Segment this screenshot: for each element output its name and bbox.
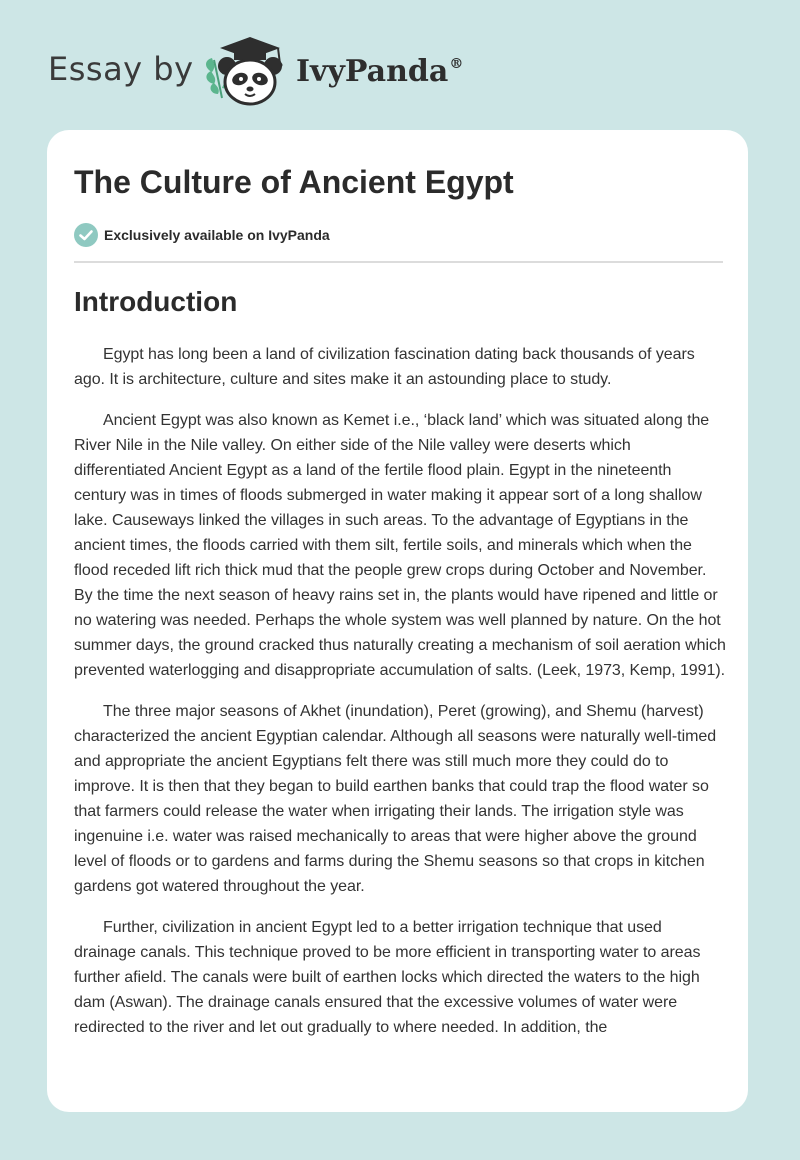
exclusive-badge [74,223,330,247]
registered-mark: ® [449,56,464,72]
essay-card [47,130,748,1112]
essay-body [74,342,726,1056]
paragraph: Further, civilization in ancient Egypt led to a better irrigation technique that used drainage canals. This technique proved to be more efficient in transporting water to areas further afield. The canals were built of earthen locks which directed the waters to the high dam (Aswan). The drainage canals ensured that the excessive volumes of water were redirected to the river and let out gradually to where needed. In addition, the [74,919,701,1036]
brand-name[interactable] [296,54,463,89]
exclusive-badge-text: Exclusively available on IvyPanda [104,227,330,243]
panda-graduate-icon[interactable] [200,34,290,110]
paragraph: The three major seasons of Akhet (inundation), Peret (growing), and Shemu (harvest) characterized the ancient Egyptian calendar. Although all seasons were naturally well-timed and appropriate the ancient Egyptians felt there was still much more they could do to improve. It is then that they began to build earthen banks that could trap the flood water so that farmers could release the water when irrigating their lands. The irrigation style was ingenuine i.e. water was raised mechanically to areas that were higher above the ground level of floods or to gardens and farms during the Shemu seasons so that crops in kitchen gardens got watered throughout the year. [74,703,717,895]
check-circle-icon [74,223,98,247]
title-divider [74,261,723,263]
site-header [0,0,800,128]
paragraph: Egypt has long been a land of civilization fascination dating back thousands of years ago. It is architecture, culture and sites make it an astounding place to study. [74,346,695,388]
brand-name-text: IvyPanda [296,54,449,89]
paragraph: Ancient Egypt was also known as Kemet i.e., ‘black land’ which was situated along the River Nile in the Nile valley. On either side of the Nile valley were deserts which differentiated Ancient Egypt as a land of the fertile flood plain. Egypt in the nineteenth century was in times of floods submerged in water making it appear sort of a long shallow lake. Causeways linked the villages in such areas. To the advantage of Egyptians in the ancient times, the floods carried with them silt, fertile soils, and minerals which when the flood receded lift rich thick mud that the people grew crops during October and November. By the time the next season of heavy rains set in, the plants would have ripened and little or no watering was needed. Perhaps the whole system was well planned by nature. On the hot summer days, the ground cracked thus naturally creating a mechanism of soil aeration which prevented waterlogging and disappropriate accumulation of salts. (Leek, 1973, Kemp, 1991). [74,412,726,679]
essay-by-label: Essay by [48,50,194,88]
section-title: Introduction [74,286,238,317]
page-title: The Culture of Ancient Egypt [74,164,514,200]
